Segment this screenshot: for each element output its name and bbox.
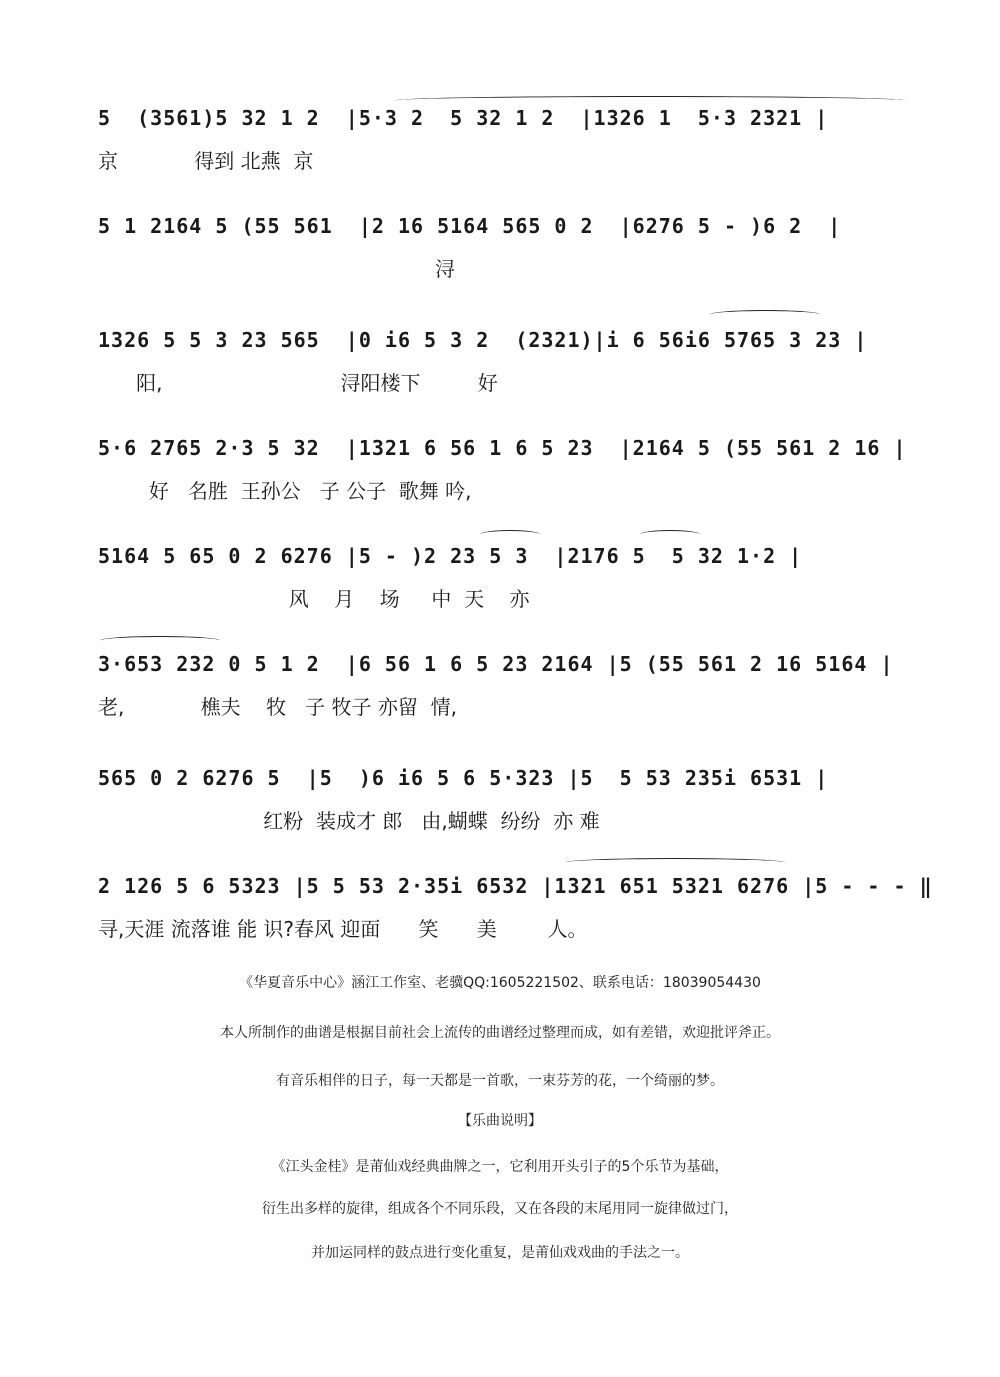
lyrics-line-7: 红粉 装成才 郎 由,蝴蝶 纷纷 亦 难 — [98, 809, 600, 833]
notation-line-4: 5·6 2765 2·3 5 32 |1321 6 56 1 6 5 23 |2164 5 (55 561 2 16 | — [98, 436, 907, 460]
description-line-1: 《江头金桂》是莆仙戏经典曲牌之一，它利用开头引子的5个乐节为基础， — [271, 1159, 729, 1175]
slur-mark — [480, 530, 540, 539]
slur-mark — [565, 858, 785, 867]
lyrics-line-3: 阳, 浔阳楼下 好 — [98, 371, 498, 395]
description-line-3: 并加运同样的鼓点进行变化重复，是莆仙戏戏曲的手法之一。 — [311, 1245, 689, 1261]
lyrics-line-5: 风 月 场 中 天 亦 — [98, 587, 530, 611]
slur-mark — [100, 636, 220, 645]
notation-line-8: 2 126 5 6 5323 |5 5 53 2·35i 6532 |1321 651 5321 6276 |5 - - - ‖ — [98, 874, 933, 898]
description-line-2: 衍生出多样的旋律，组成各个不同乐段，又在各段的末尾用同一旋律做过门， — [262, 1201, 738, 1217]
notation-line-3: 1326 5 5 3 23 565 |0 i6 5 3 2 (2321)|i 6 56i6 5765 3 23 | — [98, 328, 868, 352]
section-title: 【乐曲说明】 — [458, 1113, 542, 1129]
lyrics-line-6: 老, 樵夫 牧 子 牧子 亦留 情, — [98, 695, 457, 719]
disclaimer-line: 本人所制作的曲谱是根据目前社会上流传的曲谱经过整理而成，如有差错，欢迎批评斧正。 — [220, 1025, 780, 1041]
notation-line-7: 565 0 2 6276 5 |5 )6 i6 5 6 5·323 |5 5 53 235i 6531 | — [98, 766, 829, 790]
lyrics-line-1: 京 得到 北燕 京 — [98, 149, 314, 173]
credit-line: 《华夏音乐中心》涵江工作室、老骥QQ:1605221502、联系电话：18039054430 — [239, 975, 761, 991]
lyrics-line-4: 好 名胜 王孙公 子 公子 歌舞 吟, — [98, 479, 472, 503]
notation-line-5: 5164 5 65 0 2 6276 |5 - )2 23 5 3 |2176 5 5 32 1·2 | — [98, 544, 803, 568]
slur-mark — [710, 310, 820, 319]
notation-line-6: 3·653 232 0 5 1 2 |6 56 1 6 5 23 2164 |5 (55 561 2 16 5164 | — [98, 652, 894, 676]
notation-line-1: 5 (3561)5 32 1 2 |5·3 2 5 32 1 2 |1326 1 5·3 2321 | — [98, 106, 829, 130]
notation-line-2: 5 1 2164 5 (55 561 |2 16 5164 565 0 2 |6276 5 - )6 2 | — [98, 214, 842, 238]
lyrics-line-2: 浔 — [98, 257, 455, 281]
slur-mark — [640, 530, 700, 539]
motto-line: 有音乐相伴的日子，每一天都是一首歌，一束芬芳的花，一个绮丽的梦。 — [276, 1073, 724, 1089]
lyrics-line-8: 寻,天涯 流落谁 能 识?春风 迎面 笑 美 人。 — [98, 917, 588, 941]
slur-mark — [395, 96, 905, 105]
